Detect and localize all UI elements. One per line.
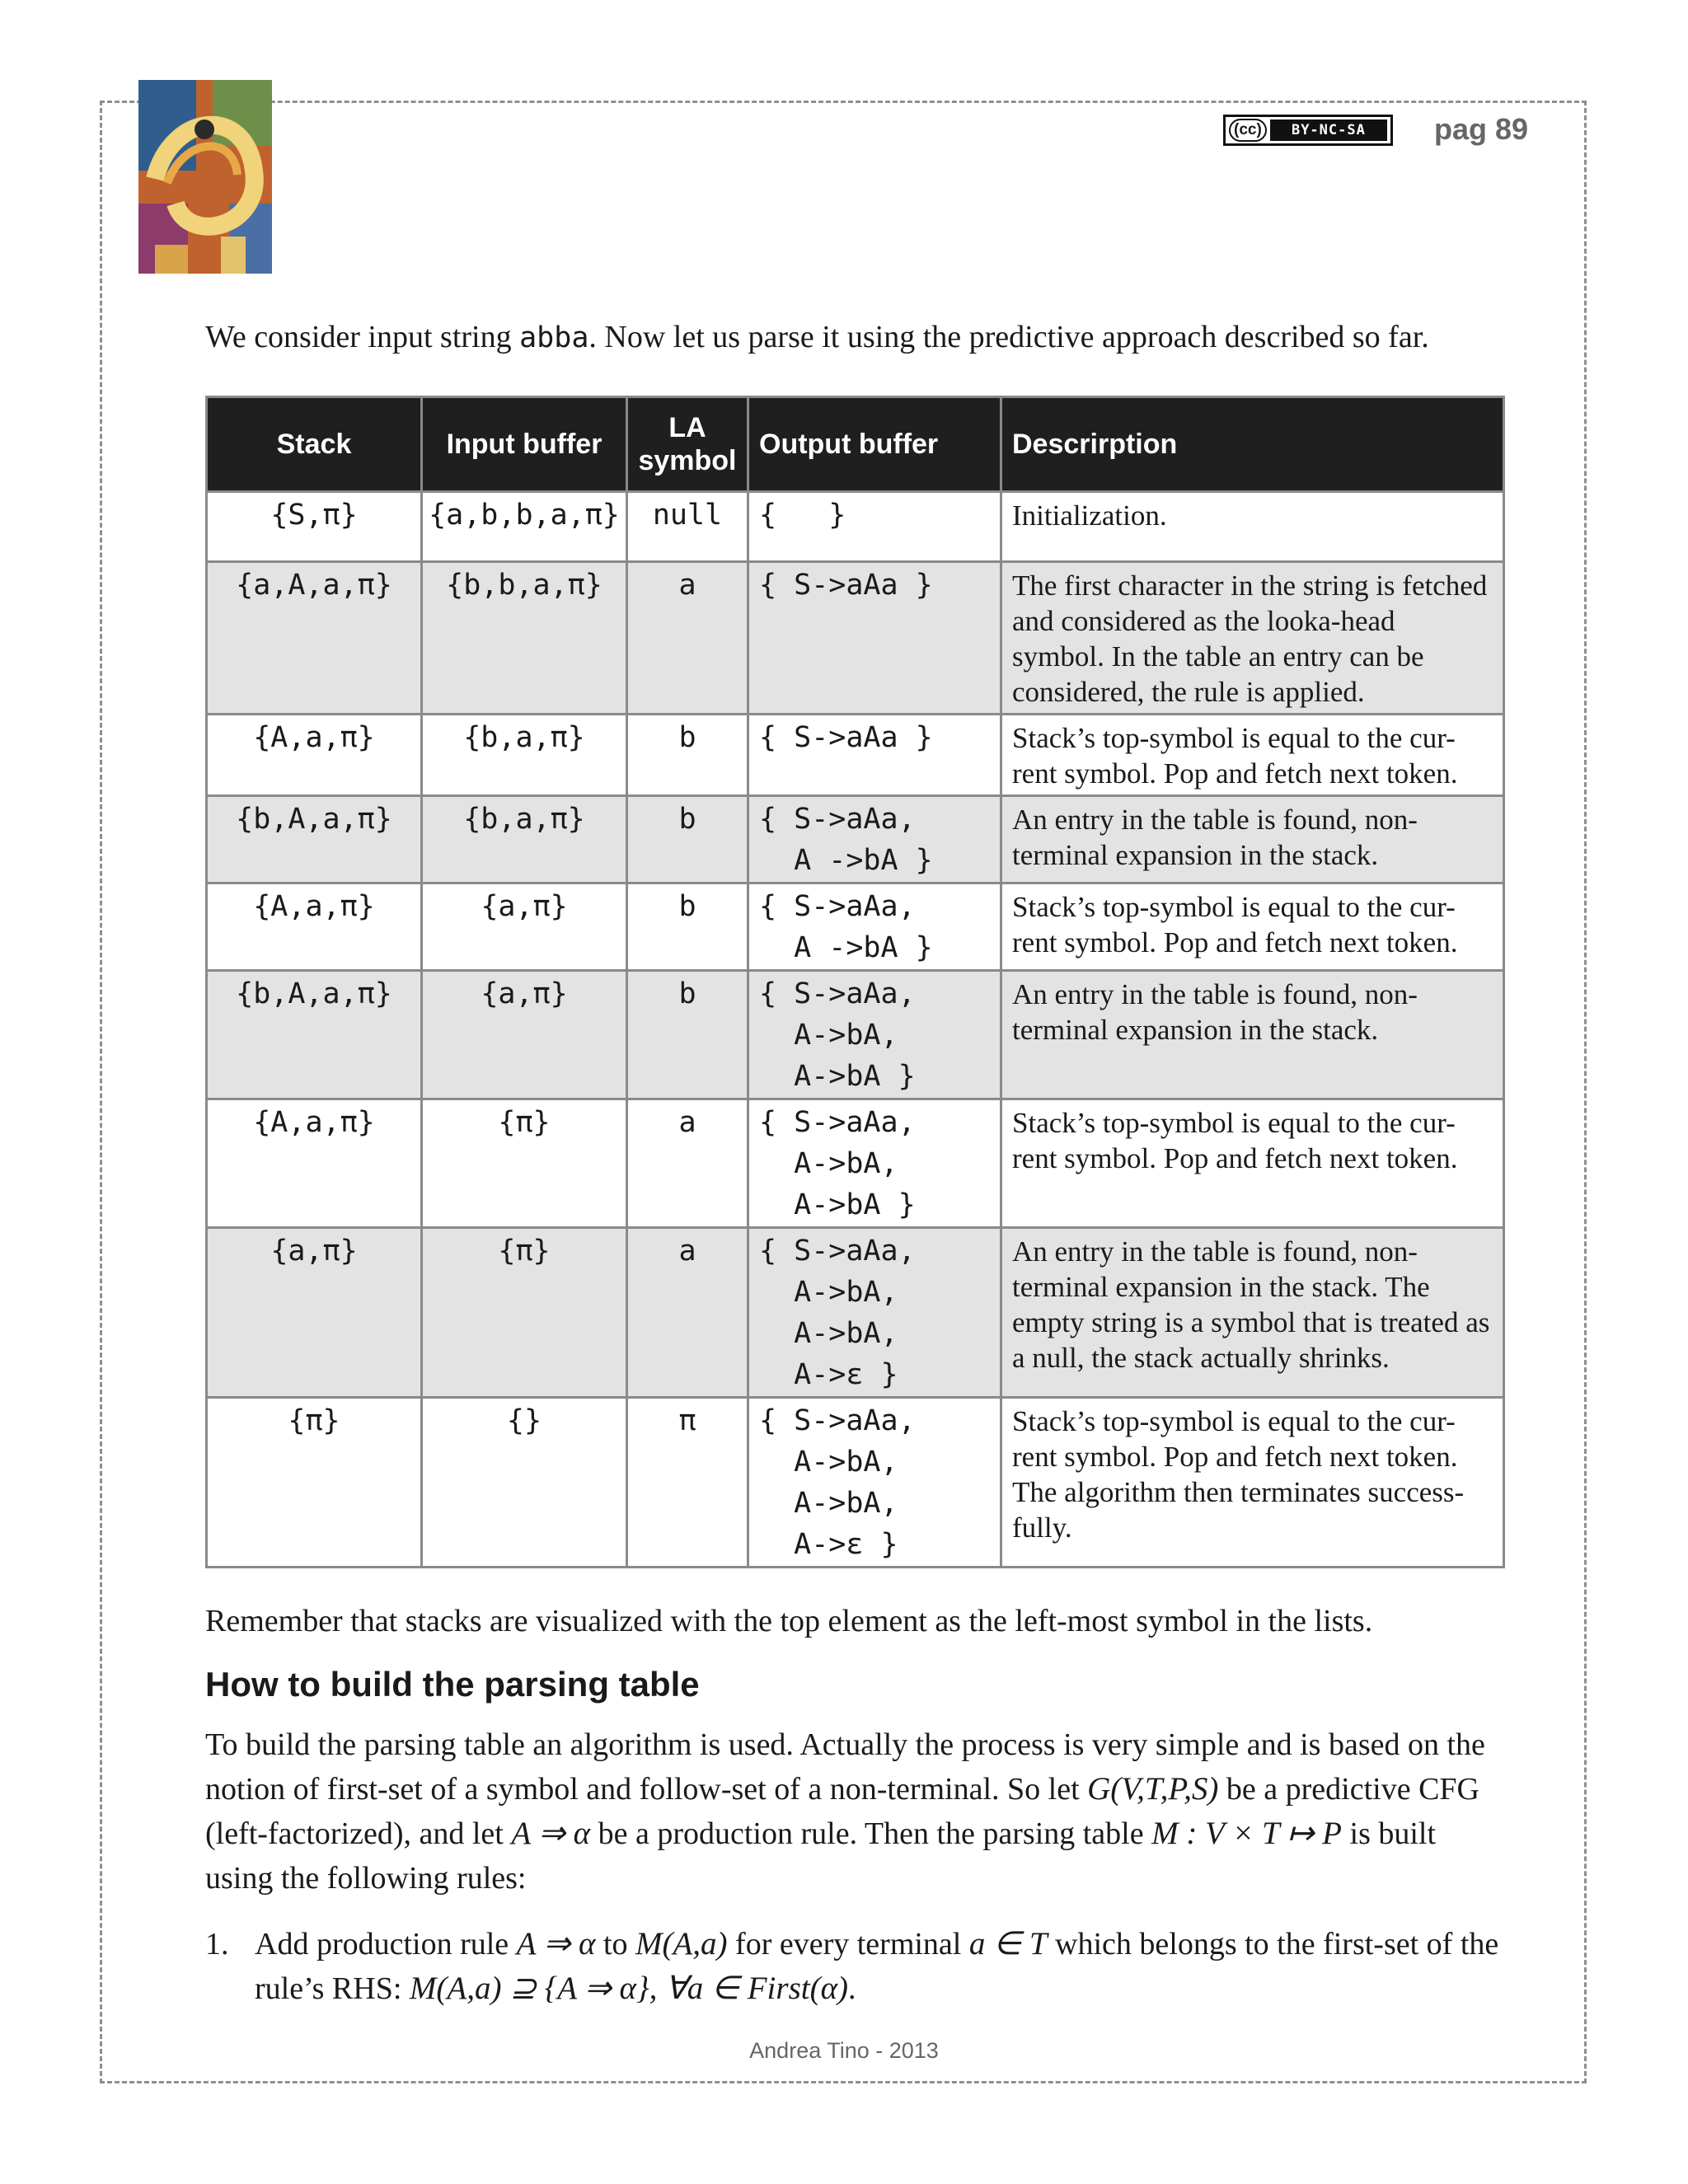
cell-stack: {A,a,π} (207, 1099, 422, 1228)
table-row (207, 492, 1504, 562)
rule-text-4: which belongs to the first-set of the rule’s RHS: (255, 1927, 1499, 2006)
cell-la: a (627, 1099, 748, 1228)
cell-input: {b,b,a,π} (422, 562, 627, 715)
cell-input: {π} (422, 1228, 627, 1398)
header-output-buffer: Output buffer (748, 397, 1001, 492)
intro-paragraph (205, 315, 1429, 360)
cell-output: { S->aAa } (748, 715, 1001, 796)
section-heading: How to build the parsing table (205, 1665, 700, 1704)
table-row (207, 1099, 1504, 1228)
para-text-3: be a production rule. Then the parsing table (590, 1816, 1152, 1851)
cell-description: Stack’s top-symbol is equal to the cur-rent symbol. Pop and fetch next token. (1001, 715, 1504, 796)
cell-la: a (627, 562, 748, 715)
rule-text-1: Add production rule (255, 1927, 517, 1961)
math-table-map: M : V × T ↦ P (1151, 1816, 1343, 1851)
cell-stack: {a,π} (207, 1228, 422, 1398)
rule-math-3: a ∈ T (968, 1926, 1048, 1961)
cell-stack: {A,a,π} (207, 715, 422, 796)
cell-description: Initialization. (1001, 492, 1504, 562)
section-paragraph (205, 1722, 1491, 1900)
cell-input: {b,a,π} (422, 796, 627, 883)
rule-body (255, 1922, 1507, 2011)
cell-stack: {S,π} (207, 492, 422, 562)
rule-text-5: . (848, 1971, 856, 2006)
cell-output: { S->aAa, A ->bA } (748, 796, 1001, 883)
rule-math-1: A ⇒ α (516, 1926, 596, 1961)
math-grammar: G(V,T,P,S) (1087, 1771, 1219, 1807)
table-row (207, 971, 1504, 1099)
header-la-line2: symbol (638, 445, 737, 476)
page-number: pag 89 (1434, 112, 1529, 146)
para-text-1: To build the parsing table an algorithm is used. Actually the process is very simple and is based on the notion of first-set of a symbol and follow-set of a non-terminal. So let (205, 1727, 1485, 1807)
cell-stack: {a,A,a,π} (207, 562, 422, 715)
para-text-4: is built using the following rules: (205, 1816, 1437, 1896)
cell-output: { S->aAa, A->bA, A->bA } (748, 1099, 1001, 1228)
stack-note-paragraph: Remember that stacks are visualized with the top element as the left-most symbol in the lists. (205, 1604, 1373, 1638)
cell-description: Stack’s top-symbol is equal to the cur-rent symbol. Pop and fetch next token. (1001, 883, 1504, 971)
cell-input: {} (422, 1398, 627, 1568)
table-row (207, 715, 1504, 796)
table-header-row (207, 397, 1504, 492)
intro-text-end: . Now let us parse it using the predictive approach described so far. (588, 320, 1429, 354)
cell-input: {b,a,π} (422, 715, 627, 796)
cell-la: π (627, 1398, 748, 1568)
math-production: A ⇒ α (511, 1816, 591, 1851)
cell-input: {a,π} (422, 883, 627, 971)
book-cover-thumbnail (138, 80, 272, 274)
cell-description: Stack’s top-symbol is equal to the cur-rent symbol. Pop and fetch next token. The algorithm then terminates success-fully. (1001, 1398, 1504, 1568)
header-stack: Stack (207, 397, 422, 492)
rule-math-2: M(A,a) (635, 1926, 728, 1961)
header-description: Descrirption (1001, 397, 1504, 492)
table-row (207, 796, 1504, 883)
cell-la: b (627, 971, 748, 1099)
cell-description: An entry in the table is found, non-terminal expansion in the stack. The empty string is a symbol that is treated as a null, the stack actually shrinks. (1001, 1228, 1504, 1398)
table-row (207, 883, 1504, 971)
parsing-trace-table (205, 396, 1505, 1568)
cell-output: { S->aAa, A->bA, A->bA } (748, 971, 1001, 1099)
cc-logo: (cc) (1229, 119, 1267, 142)
cell-output: { S->aAa, A->bA, A->bA, A->ε } (748, 1398, 1001, 1568)
cell-stack: {b,A,a,π} (207, 971, 422, 1099)
cell-description: An entry in the table is found, non-terminal expansion in the stack. (1001, 796, 1504, 883)
table-row (207, 1398, 1504, 1568)
header-la-line1: LA (668, 412, 706, 443)
cell-output: { S->aAa } (748, 562, 1001, 715)
license-terms: BY-NC-SA (1270, 120, 1387, 141)
header-input-buffer: Input buffer (422, 397, 627, 492)
cell-input: {a,b,b,a,π} (422, 492, 627, 562)
cell-input: {a,π} (422, 971, 627, 1099)
rule-list-item (205, 1922, 1507, 2011)
cell-la: b (627, 796, 748, 883)
cell-stack: {π} (207, 1398, 422, 1568)
rule-text-2: to (595, 1927, 635, 1961)
cell-output: { S->aAa, A ->bA } (748, 883, 1001, 971)
input-string-code: abba (519, 321, 589, 354)
para-text-2: be a predictive CFG (left-factorized), and let (205, 1772, 1479, 1851)
table-row (207, 562, 1504, 715)
cell-description: Stack’s top-symbol is equal to the cur-rent symbol. Pop and fetch next token. (1001, 1099, 1504, 1228)
cell-output: { S->aAa, A->bA, A->bA, A->ε } (748, 1228, 1001, 1398)
table-row (207, 1228, 1504, 1398)
cell-la: b (627, 883, 748, 971)
cell-la: null (627, 492, 748, 562)
cell-stack: {b,A,a,π} (207, 796, 422, 883)
header-la-symbol (627, 397, 748, 492)
rule-number: 1. (205, 1927, 229, 1961)
cell-description: An entry in the table is found, non-terminal expansion in the stack. (1001, 971, 1504, 1099)
footer-author: Andrea Tino - 2013 (749, 2038, 939, 2063)
cell-la: b (627, 715, 748, 796)
cell-input: {π} (422, 1099, 627, 1228)
cell-output: { } (748, 492, 1001, 562)
cc-license-badge (1223, 115, 1393, 146)
intro-text-start: We consider input string (205, 320, 520, 354)
rule-math-4: M(A,a) ⊇ {A ⇒ α}, ∀a ∈ First(α) (409, 1971, 849, 2006)
cell-stack: {A,a,π} (207, 883, 422, 971)
cell-description: The first character in the string is fetched and considered as the looka-head symbol. In the table an entry can be considered, the rule is applied. (1001, 562, 1504, 715)
cell-la: a (627, 1228, 748, 1398)
rule-text-3: for every terminal (727, 1927, 969, 1961)
